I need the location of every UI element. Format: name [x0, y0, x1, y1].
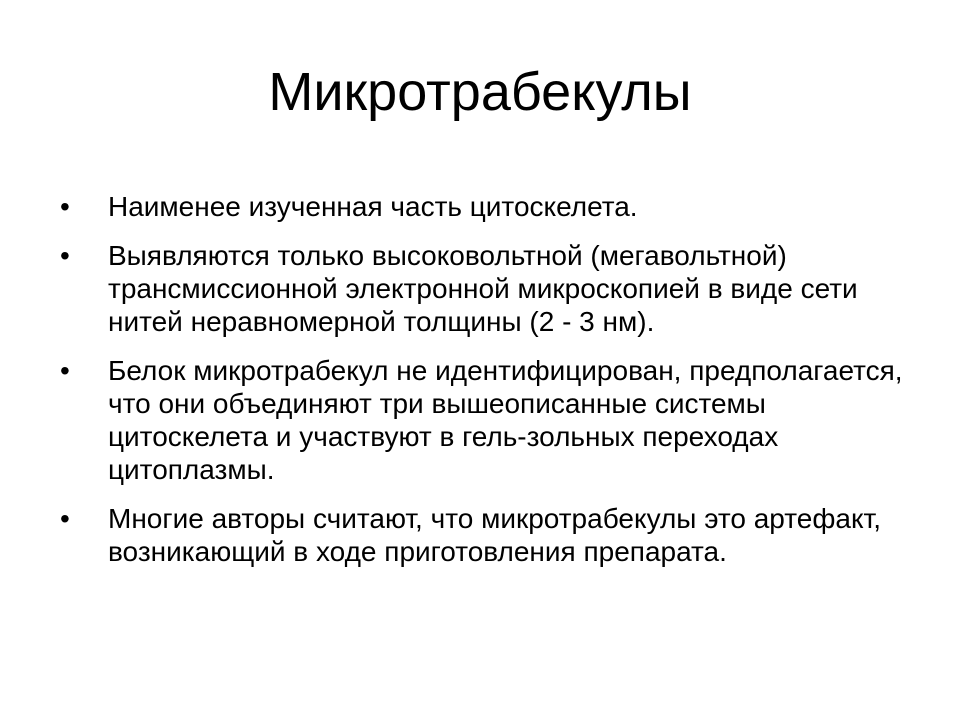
bullet-item: [60, 239, 910, 338]
bullet-text: Белок микротрабекул не идентифицирован, предполагается, что они объединяют три вышеописанные системы цитоскелета и участвуют в гель-зольных переходах цитоплазмы.: [108, 355, 903, 485]
bullet-item: [60, 190, 910, 223]
bullet-icon: •: [60, 355, 70, 386]
bullet-icon: •: [60, 240, 70, 271]
bullet-item: [60, 354, 910, 486]
bullet-list: [60, 190, 910, 584]
bullet-text: Многие авторы считают, что микротрабекулы это артефакт, возникающий в ходе приготовления препарата.: [108, 503, 882, 567]
bullet-item: [60, 502, 910, 568]
bullet-icon: •: [60, 503, 70, 534]
bullet-text: Наименее изученная часть цитоскелета.: [108, 191, 638, 222]
slide-title: Микротрабекулы: [268, 62, 692, 122]
bullet-text: Выявляются только высоковольтной (мегавольтной) трансмиссионной электронной микроскопией в виде сети нитей неравномерной толщины (2 - 3 нм).: [108, 240, 858, 337]
bullet-icon: •: [60, 191, 70, 222]
